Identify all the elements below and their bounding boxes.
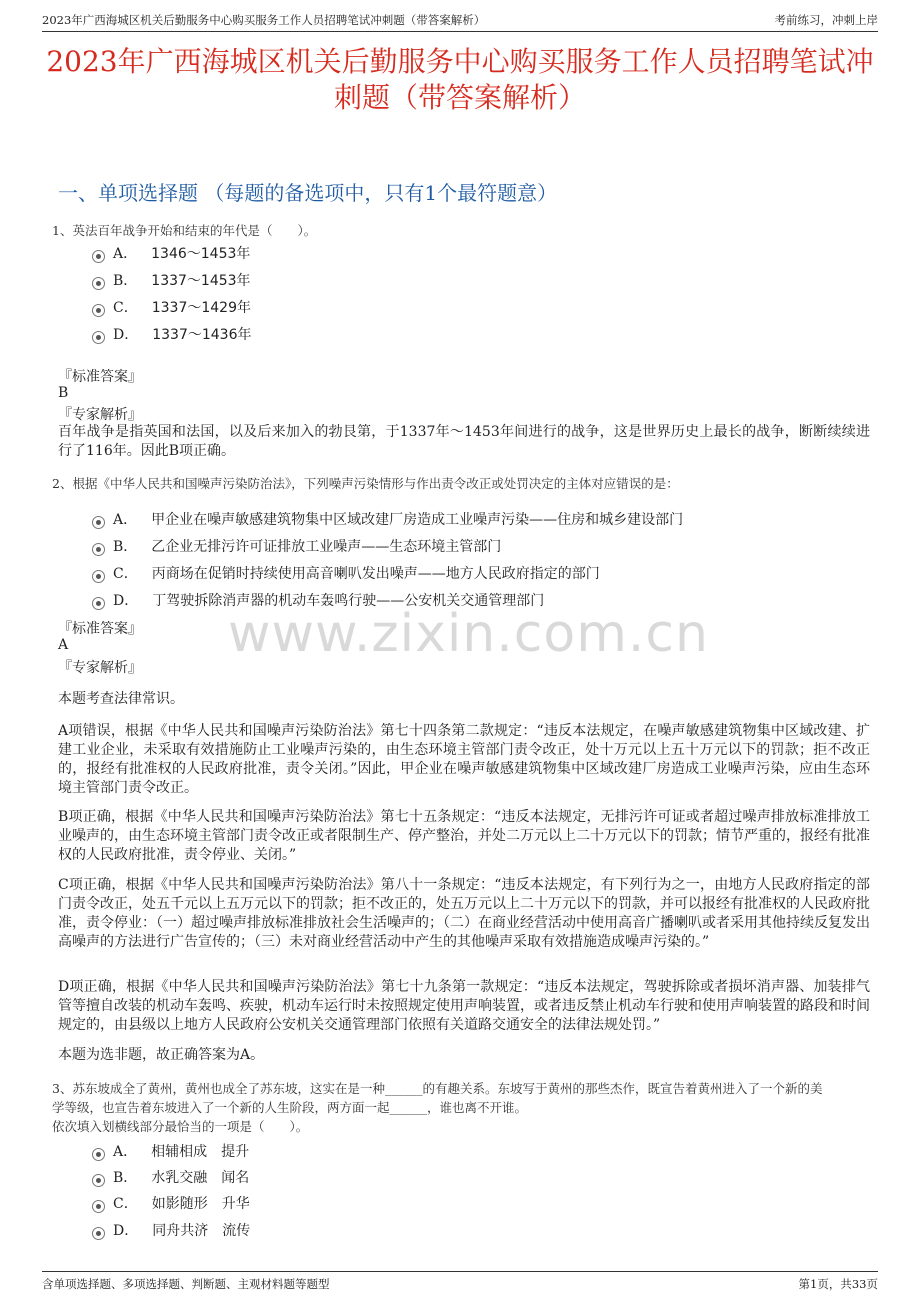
analysis-paragraph: C项正确，根据《中华人民共和国噪声污染防治法》第八十一条规定：“违反本法规定，有下列行为之一，由地方人民政府指定的部门责令改正，处五千元以上五万元以下的罚款；拒不改正的，处五万元以上二十万元以下的罚款，并可以报经有批准权的人民政府批准，责令停业：（一）超过噪声排放标准排放社会生活噪声的；（二）在商业经营活动中使用高音广播喇叭或者采用其他持续反复发出高噪声的方法进行广告宣传的；（三）未对商业经营活动中产生的其他噪声采取有效措施造成噪声污染的。” [58,877,870,950]
radio-icon[interactable] [92,331,105,344]
option-text: 水乳交融 闻名 [151,1170,250,1186]
q1-option-a[interactable] [92,243,250,263]
option-letter: C． [113,566,138,582]
question-1-stem: 1、英法百年战争开始和结束的年代是（ ）。 [52,223,317,238]
option-letter: B． [113,1170,138,1186]
radio-icon[interactable] [92,597,105,610]
option-letter: B． [113,273,138,289]
q3-option-a[interactable] [92,1141,249,1161]
question-3-stem: 学等级，也宣告着东坡进入了一个新的人生阶段，两方面一起______，谁也离不开谁。 [52,1100,528,1115]
option-text: 同舟共济 流传 [152,1223,251,1239]
q2-option-b[interactable] [92,536,501,556]
option-text: 1337～1429年 [151,300,251,316]
option-letter: A． [113,246,138,262]
analysis-label: 『专家解析』 [58,660,142,676]
radio-icon[interactable] [92,543,105,556]
analysis-paragraph: B项正确，根据《中华人民共和国噪声污染防治法》第七十五条规定：“违反本法规定，无排污许可证或者超过噪声排放标准排放工业噪声的，由生态环境主管部门责令改正或者限制生产、停产整治，并处二万元以上二十万元以下的罚款；情节严重的，报经有批准权的人民政府批准，责令停业、关闭。” [58,809,870,863]
option-text: 甲企业在噪声敏感建筑物集中区域改建厂房造成工业噪声污染——住房和城乡建设部门 [151,512,684,528]
option-letter: D． [113,327,139,343]
answer-label: 『标准答案』 [58,621,142,637]
option-text: 丙商场在促销时持续使用高音喇叭发出噪声——地方人民政府指定的部门 [151,566,600,582]
radio-icon[interactable] [92,1174,105,1187]
radio-icon[interactable] [92,304,105,317]
analysis-text: 百年战争是指英国和法国，以及后来加入的勃艮第，于1337年～1453年间进行的战争，这是世界历史上最长的战争，断断续续进行了116年。因此B项正确。 [58,424,870,459]
footer-question-types: 含单项选择题、多项选择题、判断题、主观材料题等题型 [42,1277,330,1291]
q3-option-c[interactable] [92,1193,250,1213]
q2-option-a[interactable] [92,509,683,529]
q1-option-d[interactable] [92,324,252,344]
analysis-paragraph: D项正确，根据《中华人民共和国噪声污染防治法》第七十九条第一款规定：“违反本法规定，驾驶拆除或者损坏消声器、加装排气管等擅自改装的机动车轰鸣、疾驶，机动车运行时未按照规定使用声响装置，或者违反禁止机动车行驶和使用声响装置的路段和时间规定的，由县级以上地方人民政府公安机关交通管理部门依照有关道路交通安全的法律法规处罚。” [58,979,870,1033]
document-title: 2023年广西海城区机关后勤服务中心购买服务工作人员招聘笔试冲刺题（带答案解析） [46,45,874,114]
option-letter: A． [113,1144,138,1160]
question-2-stem: 2、根据《中华人民共和国噪声污染防治法》，下列噪声污染情形与作出责令改正或处罚决定的主体对应错误的是： [52,476,679,491]
q3-option-d[interactable] [92,1220,250,1240]
q3-option-b[interactable] [92,1167,249,1187]
option-letter: D． [113,1223,139,1239]
option-letter: A． [113,512,138,528]
option-text: 乙企业无排污许可证排放工业噪声——生态环境主管部门 [151,539,502,555]
answer-value: A [58,637,69,653]
option-letter: C． [113,300,138,316]
header-slogan: 考前练习，冲刺上岸 [774,13,878,27]
header-doc-title: 2023年广西海城区机关后勤服务中心购买服务工作人员招聘笔试冲刺题（带答案解析） [42,13,486,27]
radio-icon[interactable] [92,1200,105,1213]
radio-icon[interactable] [92,1148,105,1161]
page-footer [42,1271,878,1295]
q1-option-c[interactable] [92,297,251,317]
question-3-stem: 3、苏东坡成全了黄州，黄州也成全了苏东坡，这实在是一种______的有趣关系。东坡写于黄州的那些杰作，既宣告着黄州进入了一个新的美 [52,1081,823,1096]
analysis-paragraph: A项错误，根据《中华人民共和国噪声污染防治法》第七十四条第二款规定：“违反本法规定，在噪声敏感建筑物集中区域改建、扩建工业企业，未采取有效措施防止工业噪声污染的，由生态环境主管部门责令改正，处十万元以上五十万元以下的罚款；拒不改正的，报经有批准权的人民政府批准，责令关闭。”因此，甲企业在噪声敏感建筑物集中区域改建厂房造成工业噪声污染，应由生态环境主管部门责令改正。 [58,723,870,796]
option-letter: D． [113,593,139,609]
page-header [42,10,878,32]
radio-icon[interactable] [92,1227,105,1240]
answer-value: B [58,385,69,401]
radio-icon[interactable] [92,516,105,529]
page-number: 第1页，共33页 [798,1277,878,1291]
option-letter: B． [113,539,138,555]
watermark: www.zixin.com.cn [228,604,709,664]
option-text: 如影随形 升华 [151,1196,250,1212]
analysis-paragraph: 本题考查法律常识。 [58,691,184,707]
question-3-stem: 依次填入划横线部分最恰当的一项是（ ）。 [52,1119,309,1134]
radio-icon[interactable] [92,277,105,290]
answer-label: 『标准答案』 [58,369,142,385]
option-text: 1337～1453年 [151,273,251,289]
analysis-paragraph: 本题为选非题，故正确答案为A。 [58,1047,265,1063]
option-letter: C． [113,1196,138,1212]
option-text: 相辅相成 提升 [151,1144,250,1160]
radio-icon[interactable] [92,570,105,583]
q1-option-b[interactable] [92,270,251,290]
analysis-label: 『专家解析』 [58,407,142,423]
section-heading: 一、单项选择题 （每题的备选项中，只有1个最符题意） [58,181,558,205]
option-text: 1337～1436年 [152,327,252,343]
option-text: 丁驾驶拆除消声器的机动车轰鸣行驶——公安机关交通管理部门 [152,593,545,609]
q2-option-c[interactable] [92,563,600,583]
radio-icon[interactable] [92,250,105,263]
option-text: 1346～1453年 [151,246,251,262]
